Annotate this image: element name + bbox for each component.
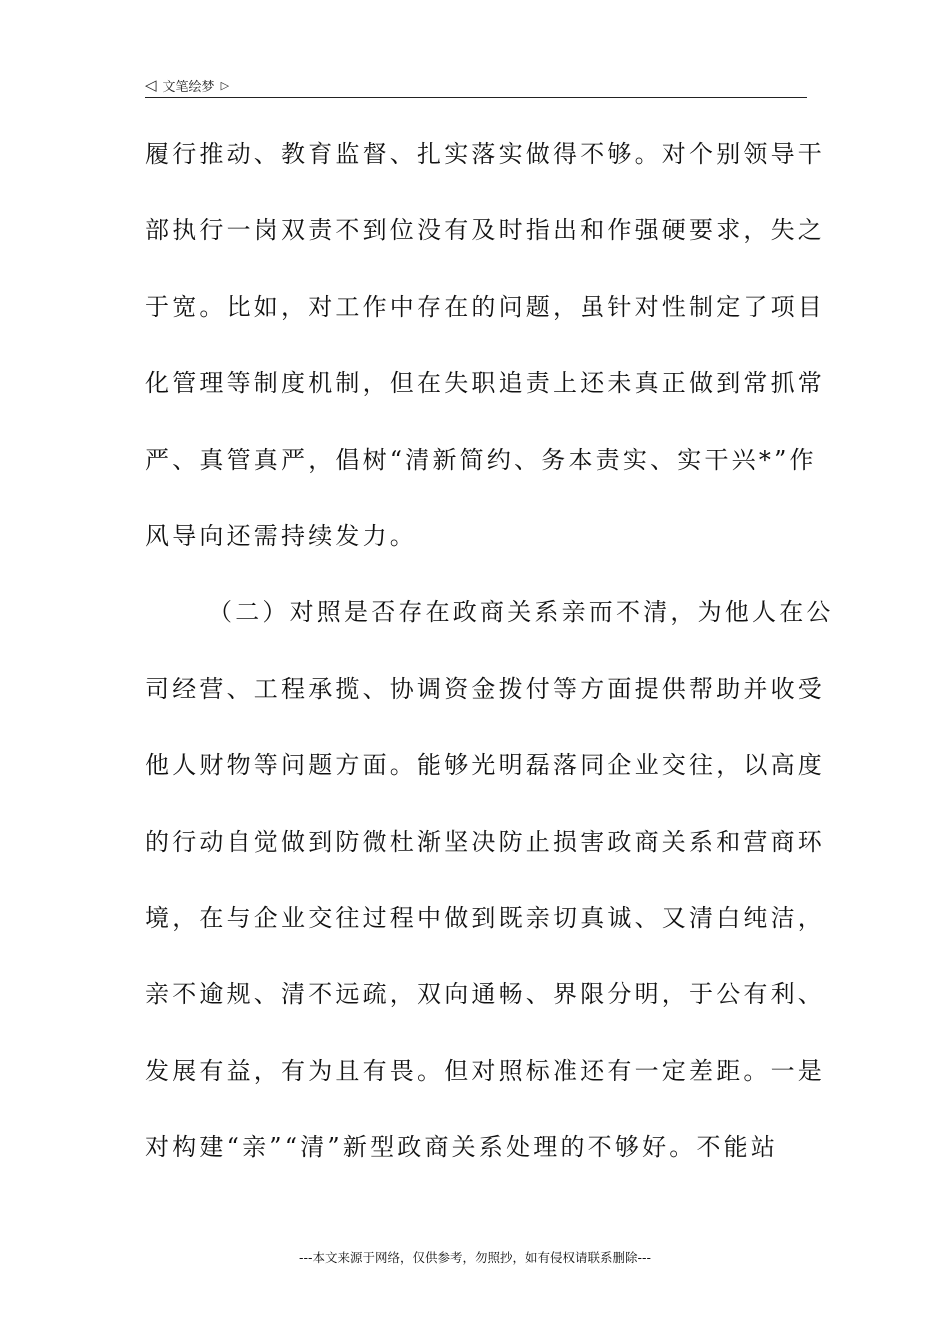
body-line: 严、真管真严，倡树“清新简约、务本责实、实干兴*”作 [145,445,817,474]
body-line: 亲不逾规、清不远疏，双向通畅、界限分明，于公有利、 [145,980,825,1009]
page-footer: ---本文来源于网络，仅供参考，勿照抄，如有侵权请联系删除--- [298,1250,652,1265]
header-brand: 文笔绘梦 [162,79,215,95]
body-line: 司经营、工程承揽、协调资金拨付等方面提供帮助并收受 [145,674,825,703]
body-line: 他人财物等问题方面。能够光明磊落同企业交往，以高度 [145,751,825,780]
body-line: 对构建“亲”“清”新型政商关系处理的不够好。不能站 [145,1133,779,1162]
body-line: 履行推动、教育监督、扎实落实做得不够。对个别领导干 [145,140,825,168]
body-line: 境，在与企业交往过程中做到既亲切真诚、又清白纯洁， [145,903,825,932]
body-line: 于宽。比如，对工作中存在的问题，虽针对性制定了项目 [145,292,825,321]
triangle-right-icon: ▷ [220,78,230,92]
body-line: 发展有益，有为且有畏。但对照标准还有一定差距。一是 [145,1056,825,1085]
document-body [145,128,834,1197]
triangle-left-icon: ◁ [145,75,157,94]
body-line: 的行动自觉做到防微杜渐坚决防止损害政商关系和营商环 [145,827,825,856]
body-line: 部执行一岗双责不到位没有及时指出和作强硬要求，失之 [145,216,825,245]
page-header [145,74,807,96]
section-heading-line: （二）对照是否存在政商关系亲而不清，为他人在公 [208,598,834,627]
body-line: 风导向还需持续发力。 [145,521,417,550]
body-line: 化管理等制度机制，但在失职追责上还未真正做到常抓常 [145,369,825,398]
header-divider [145,97,807,98]
